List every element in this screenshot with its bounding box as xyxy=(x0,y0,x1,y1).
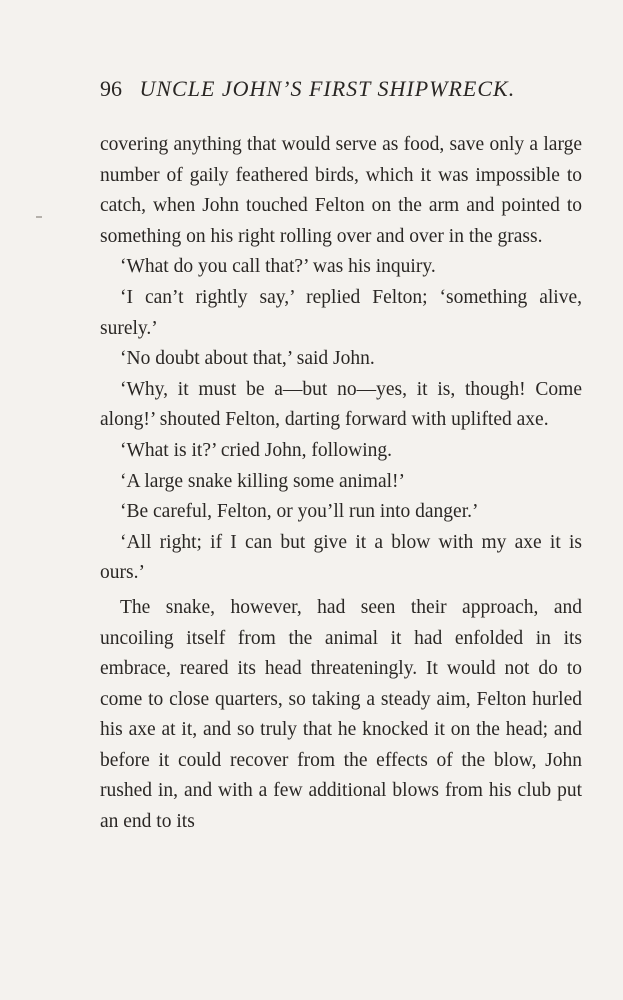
paragraph-9: ‘All right; if I can but give it a blow with my axe it is ours.’ xyxy=(100,531,582,584)
paragraph-3: ‘I can’t rightly say,’ replied Felton; ‘something alive, surely.’ xyxy=(100,286,582,339)
page-header xyxy=(100,72,580,106)
paragraph-8: ‘Be careful, Felton, or you’ll run into danger.’ xyxy=(120,501,479,523)
body-text xyxy=(100,130,582,838)
running-title: UNCLE JOHN’S FIRST SHIPWRECK. xyxy=(139,76,516,101)
paragraph-6: ‘What is it?’ cried John, following. xyxy=(120,439,393,461)
paragraph-4: ‘No doubt about that,’ said John. xyxy=(120,348,375,370)
paragraph-2: ‘What do you call that?’ was his inquiry. xyxy=(120,256,436,278)
paragraph-10: The snake, however, had seen their approach, and uncoiling itself from the animal it had enfolded in its embrace, reared its head threateningly. It would not do to come to close quarters, so taking a steady aim, Felton hurled his axe at it, and so truly that he knocked it on the head; and before it could recover from the effects of the blow, John rushed in, and with a few additional blows from his club put an end to its xyxy=(100,596,582,833)
margin-mark xyxy=(36,216,42,218)
paragraph-5: ‘Why, it must be a—but no—yes, it is, though! Come along!’ shouted Felton, darting forward with uplifted axe. xyxy=(100,378,582,431)
page-number: 96 xyxy=(100,76,122,101)
paragraph-7: ‘A large snake killing some animal!’ xyxy=(120,470,406,492)
paragraph-1: covering anything that would serve as food, save only a large number of gaily feathered birds, which it was impossible to catch, when John touched Felton on the arm and pointed to something on his right rolling over and over in the grass. xyxy=(100,134,582,247)
